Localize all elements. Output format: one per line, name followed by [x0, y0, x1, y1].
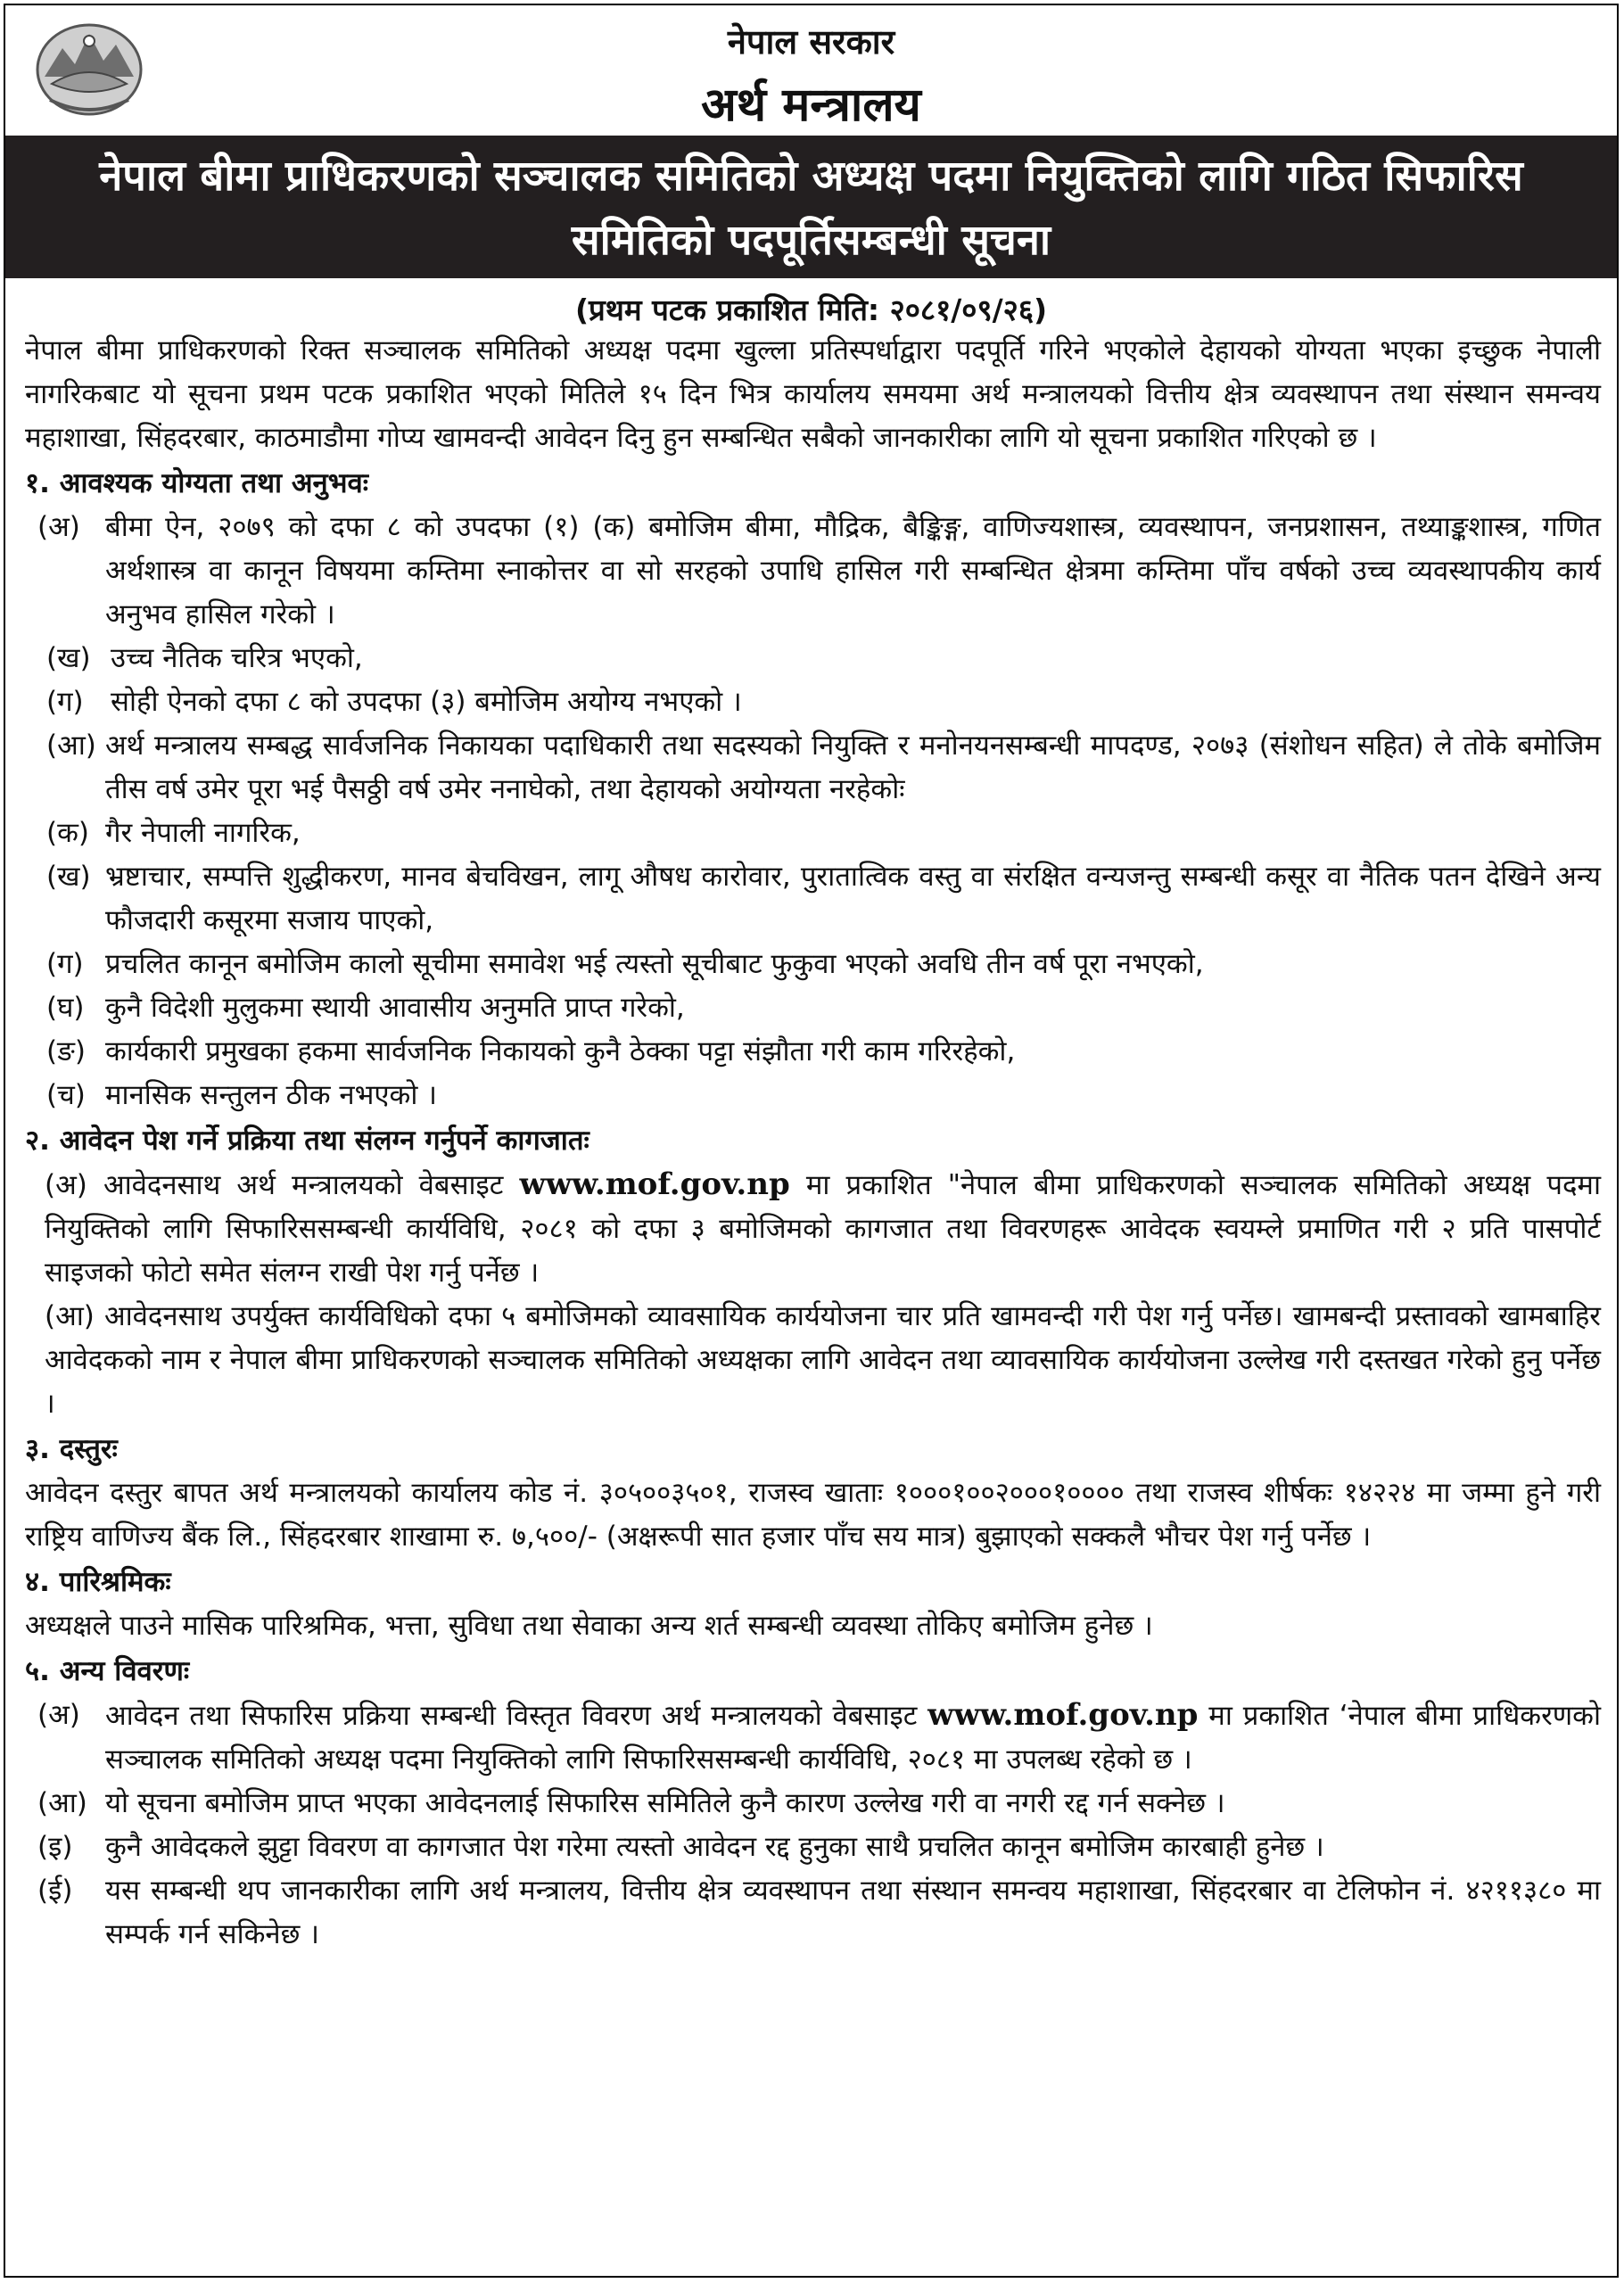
section-4-heading: ४. पारिश्रमिकः — [25, 1566, 171, 1598]
intro-paragraph: नेपाल बीमा प्राधिकरणको रिक्त सञ्चालक समितिको अध्यक्ष पदमा खुल्ला प्रतिस्पर्धाद्वारा पदपूर्ति गरिने भएकोले देहायको योग्यता भएका इच्छुक नेपाली नागरिकबाट यो सूचना प्रथम पटक प्रकाशित भएको मितिले १५ दिन भित्र कार्यालय समयमा अर्थ मन्त्रालयको वित्तीय क्षेत्र व्यवस्थापन तथा संस्थान समन्वय महाशाखा, सिंहदरबार, काठमाडौमा गोप्य खामवन्दी आवेदन दिनु हुन सम्बन्धित सबैको जानकारीका लागि यो सूचना प्रकाशित गरिएको छ । — [25, 334, 1601, 454]
list-item: (च) मानसिक सन्तुलन ठीक नभएको । — [46, 1079, 437, 1111]
list-item: (घ) कुनै विदेशी मुलुकमा स्थायी आवासीय अनुमति प्राप्त गरेको, — [46, 992, 685, 1024]
list-item: (ख) उच्च नैतिक चरित्र भएको, — [46, 642, 363, 674]
published-date: (प्रथम पटक प्रकाशित मिति: २०८१/०९/२६) — [574, 293, 1048, 327]
list-item: (आ) यो सूचना बमोजिम प्राप्त भएका आवेदनलाई सिफारिस समितिले कुनै कारण उल्लेख गरी वा नगरी रद्द गर्न सक्नेछ । — [37, 1787, 1225, 1819]
list-item: (इ) कुनै आवेदकले झुट्टा विवरण वा कागजात पेश गरेमा त्यस्तो आवेदन रद्द हुनुका साथै प्रचलित कानून बमोजिम कारबाही हुनेछ । — [37, 1831, 1324, 1863]
list-item: (ग) प्रचलित कानून बमोजिम कालो सूचीमा समावेश भई त्यस्तो सूचीबाट फुकुवा भएको अवधि तीन वर्ष पूरा नभएको, — [46, 948, 1204, 980]
fee-paragraph: आवेदन दस्तुर बापत अर्थ मन्त्रालयको कार्यालय कोड नं. ३०५००३५०१, राजस्व खाताः १०००१००२०००१०००० तथा राजस्व शीर्षकः १४२२४ मा जम्मा हुने गरी राष्ट्रिय वाणिज्य बैंक लि., सिंहदरबार शाखामा रु. ७,५००/- (अक्षरूपी सात हजार पाँच सय मात्र) बुझाएको सक्कलै भौचर पेश गर्नु पर्नेछ । — [25, 1477, 1601, 1553]
list-item: (ग) सोही ऐनको दफा ८ को उपदफा (३) बमोजिम अयोग्य नभएको । — [46, 686, 742, 718]
notice-title-line-2: समितिको पदपूर्तिसम्बन्धी सूचना — [571, 216, 1051, 265]
list-item: (ई) यस सम्बन्धी थप जानकारीका लागि अर्थ मन्त्रालय, वित्तीय क्षेत्र व्यवस्थापन तथा संस्थान समन्वय महाशाखा, सिंहदरबार वा टेलिफोन नं. ४२११३८० मा सम्पर्क गर्न सकिनेछ । — [37, 1875, 1601, 1950]
notice-page — [4, 4, 1619, 2278]
section-5-heading: ५. अन्य विवरणः — [25, 1655, 190, 1687]
mof-website-link[interactable]: www.mof.gov.np — [927, 1697, 1199, 1733]
remuneration-paragraph: अध्यक्षले पाउने मासिक पारिश्रमिक, भत्ता, सुविधा तथा सेवाका अन्य शर्त सम्बन्धी व्यवस्था तोकिए बमोजिम हुनेछ । — [25, 1610, 1153, 1642]
government-title: नेपाल सरकार — [727, 22, 895, 62]
list-item: (ङ) कार्यकारी प्रमुखका हकमा सार्वजनिक निकायको कुनै ठेक्का पट्टा संझौता गरी काम गरिरहेको, — [46, 1035, 1016, 1067]
section-3-heading: ३. दस्तुरः — [25, 1433, 118, 1465]
ministry-title: अर्थ मन्त्रालय — [701, 78, 921, 132]
list-item: (अ) आवेदनसाथ अर्थ मन्त्रालयको वेबसाइट www.mof.gov.np मा प्रकाशित "नेपाल बीमा प्राधिकरणको सञ्चालक समितिको अध्यक्ष पदमा नियुक्तिको लागि सिफारिससम्बन्धी कार्यविधि, २०८१ को दफा ३ बमोजिमको कागजात तथा विवरणहरू आवेदक स्वयम्ले प्रमाणित गरी २ प्रति पासपोर्ट साइजको फोटो समेत संलग्न राखी पेश गर्नु पर्नेछ । — [45, 1166, 1601, 1289]
notice-body — [5, 329, 1617, 1957]
list-item: (आ) आवेदनसाथ उपर्युक्त कार्यविधिको दफा ५ बमोजिमको व्यावसायिक कार्ययोजना चार प्रति खामवन्दी गरी पेश गर्नु पर्नेछ। खामबन्दी प्रस्तावको खामबाहिर आवेदकको नाम र नेपाल बीमा प्राधिकरणको सञ्चालक समितिको अध्यक्षका लागि आवेदन तथा व्यावसायिक कार्ययोजना उल्लेख गरी दस्तखत गरेको हुनु पर्नेछ । — [45, 1300, 1601, 1420]
list-item: (ख) भ्रष्टाचार, सम्पत्ति शुद्धीकरण, मानव बेचविखन, लागू औषध कारोवार, पुरातात्विक वस्तु वा संरक्षित वन्यजन्तु सम्बन्धी कसूर वा नैतिक पतन देखिने अन्य फौजदारी कसूरमा सजाय पाएको, — [46, 861, 1601, 936]
list-item: (क) गैर नेपाली नागरिक, — [46, 817, 301, 849]
list-item: (अ) बीमा ऐन, २०७९ को दफा ८ को उपदफा (१) (क) बमोजिम बीमा, मौद्रिक, बैङ्किङ्ग, वाणिज्यशास्त्र, व्यवस्थापन, जनप्रशासन, तथ्याङ्कशास्त्र, गणित अर्थशास्त्र वा कानून विषयमा कम्तिमा स्नाकोत्तर वा सो सरहको उपाधि हासिल गरी सम्बन्धित क्षेत्रमा कम्तिमा पाँच वर्षको उच्च व्यवस्थापकीय कार्य अनुभव हासिल गरेको । — [37, 511, 1601, 631]
notice-title-banner — [5, 136, 1617, 278]
list-item: (आ) अर्थ मन्त्रालय सम्बद्ध सार्वजनिक निकायका पदाधिकारी तथा सदस्यको नियुक्ति र मनोनयनसम्बन्धी मापदण्ड, २०७३ (संशोधन सहित) ले तोके बमोजिम तीस वर्ष उमेर पूरा भई पैसठ्ठी वर्ष उमेर ननाघेको, तथा देहायको अयोग्यता नरहेकोः — [46, 729, 1601, 805]
notice-header — [5, 5, 1617, 136]
mof-website-link[interactable]: www.mof.gov.np — [519, 1166, 790, 1202]
notice-title-line-1: नेपाल बीमा प्राधिकरणको सञ्चालक समितिको अध्यक्ष पदमा नियुक्तिको लागि गठित सिफारिस — [99, 152, 1523, 201]
list-item: (अ) आवेदन तथा सिफारिस प्रक्रिया सम्बन्धी विस्तृत विवरण अर्थ मन्त्रालयको वेबसाइट www.mof.gov.np मा प्रकाशित ‘नेपाल बीमा प्राधिकरणको सञ्चालक समितिको अध्यक्ष पदमा नियुक्तिको लागि सिफारिससम्बन्धी कार्यविधि, २०८१ मा उपलब्ध रहेको छ । — [37, 1697, 1602, 1776]
section-1-heading: १. आवश्यक योग्यता तथा अनुभवः — [25, 467, 369, 499]
section-2-heading: २. आवेदन पेश गर्ने प्रक्रिया तथा संलग्न गर्नुपर्ने कागजातः — [25, 1125, 589, 1157]
